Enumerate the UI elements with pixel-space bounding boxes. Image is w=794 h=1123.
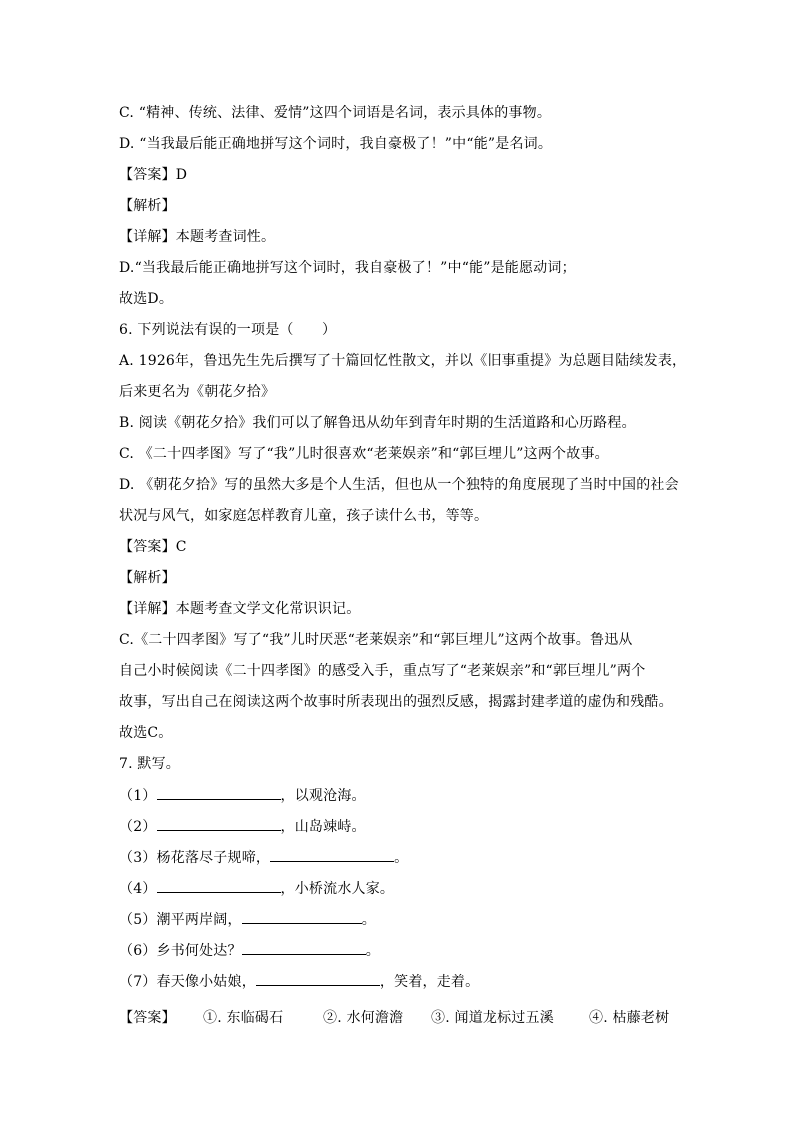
q6-explanation-2: 自己小时候阅读《二十四孝图》的感受入手，重点写了“老莱娱亲”和“郭巨埋儿”两个 bbox=[119, 663, 646, 679]
detail-line: 【详解】本题考查词性。 bbox=[119, 229, 276, 245]
fill-item-1-suffix: ，以观沧海。 bbox=[280, 788, 366, 804]
fill-blank-7[interactable] bbox=[256, 971, 380, 986]
q6-analysis-heading: 【解析】 bbox=[119, 570, 176, 586]
fill-item-2-prefix: （2） bbox=[119, 819, 157, 835]
fill-item-6-suffix: 。 bbox=[365, 943, 380, 959]
q6-option-b: B. 阅读《朝花夕拾》我们可以了解鲁迅从幼年到青年时期的生活道路和心历路程。 bbox=[119, 415, 636, 431]
fill-item-4 bbox=[119, 878, 689, 899]
fill-blank-2[interactable] bbox=[157, 816, 281, 831]
q6-option-a: A. 1926年，鲁迅先生先后撰写了十篇回忆性散文，并以《旧事重提》为总题目陆续发表， bbox=[119, 353, 687, 369]
q7-answer-item-2: ②. 水何澹澹 bbox=[323, 1010, 404, 1026]
fill-item-6 bbox=[119, 940, 689, 961]
fill-item-3-suffix: 。 bbox=[394, 850, 409, 866]
fill-blank-5[interactable] bbox=[242, 909, 362, 924]
analysis-heading: 【解析】 bbox=[119, 198, 176, 214]
fill-blank-3[interactable] bbox=[270, 847, 394, 862]
fill-item-4-prefix: （4） bbox=[119, 881, 157, 897]
question-6-title: 6. 下列说法有误的一项是（ ） bbox=[119, 322, 337, 338]
fill-item-1 bbox=[119, 785, 689, 806]
fill-item-6-prefix: （6）乡书何处达？ bbox=[119, 943, 242, 959]
q6-explanation-1: C.《二十四孝图》写了“我”儿时厌恶“老莱娱亲”和“郭巨埋儿”这两个故事。鲁迅从 bbox=[119, 632, 633, 648]
q6-explanation-3: 故事，写出自己在阅读这两个故事时所表现出的强烈反感，揭露封建孝道的虚伪和残酷。 bbox=[119, 694, 673, 710]
option-d-line: D. “当我最后能正确地拼写这个词时，我自豪极了！”中“能”是名词。 bbox=[119, 136, 553, 152]
fill-item-5 bbox=[119, 909, 689, 930]
fill-item-4-suffix: ，小桥流水人家。 bbox=[280, 881, 395, 897]
fill-item-3 bbox=[119, 847, 689, 868]
q7-answer-item-1: ①. 东临碣石 bbox=[203, 1010, 284, 1026]
question-7-title: 7. 默写。 bbox=[119, 756, 181, 772]
fill-item-2-suffix: ，山岛竦峙。 bbox=[280, 819, 366, 835]
q6-answer: 【答案】C bbox=[119, 539, 187, 555]
q6-detail: 【详解】本题考查文学文化常识识记。 bbox=[119, 601, 361, 617]
fill-blank-6[interactable] bbox=[242, 940, 366, 955]
q6-conclusion: 故选C。 bbox=[119, 725, 173, 741]
fill-item-7-prefix: （7）春天像小姑娘， bbox=[119, 974, 256, 990]
conclusion-line: 故选D。 bbox=[119, 291, 174, 307]
fill-item-5-suffix: 。 bbox=[361, 912, 376, 928]
q6-option-a-cont: 后来更名为《朝花夕拾》 bbox=[119, 384, 276, 400]
fill-item-7-suffix: ，笑着，走着。 bbox=[379, 974, 480, 990]
q7-answer-item-4: ④. 枯藤老树 bbox=[589, 1010, 670, 1026]
fill-item-2 bbox=[119, 816, 689, 837]
fill-item-7 bbox=[119, 971, 689, 992]
q6-option-d: D. 《朝花夕拾》写的虽然大多是个人生活，但也从一个独特的角度展现了当时中国的社会 bbox=[119, 477, 679, 493]
q7-answer-item-3: ③. 闻道龙标过五溪 bbox=[431, 1010, 554, 1026]
q6-option-d-cont: 状况与风气，如家庭怎样教育儿童，孩子读什么书，等等。 bbox=[119, 508, 489, 524]
answer-line: 【答案】D bbox=[119, 167, 188, 183]
fill-blank-1[interactable] bbox=[157, 785, 281, 800]
option-c-line: C. “精神、传统、法律、爱情”这四个词语是名词，表示具体的事物。 bbox=[119, 105, 552, 121]
q6-option-c: C. 《二十四孝图》写了“我”儿时很喜欢“老莱娱亲”和“郭巨埋儿”这两个故事。 bbox=[119, 446, 609, 462]
q7-answer-row bbox=[119, 1008, 689, 1028]
fill-item-5-prefix: （5）潮平两岸阔， bbox=[119, 912, 242, 928]
fill-item-3-prefix: （3）杨花落尽子规啼， bbox=[119, 850, 271, 866]
fill-blank-4[interactable] bbox=[157, 878, 281, 893]
fill-item-1-prefix: （1） bbox=[119, 788, 157, 804]
q7-answer-label: 【答案】 bbox=[119, 1010, 176, 1026]
explanation-line: D.“当我最后能正确地拼写这个词时，我自豪极了！”中“能”是能愿动词； bbox=[119, 260, 576, 276]
